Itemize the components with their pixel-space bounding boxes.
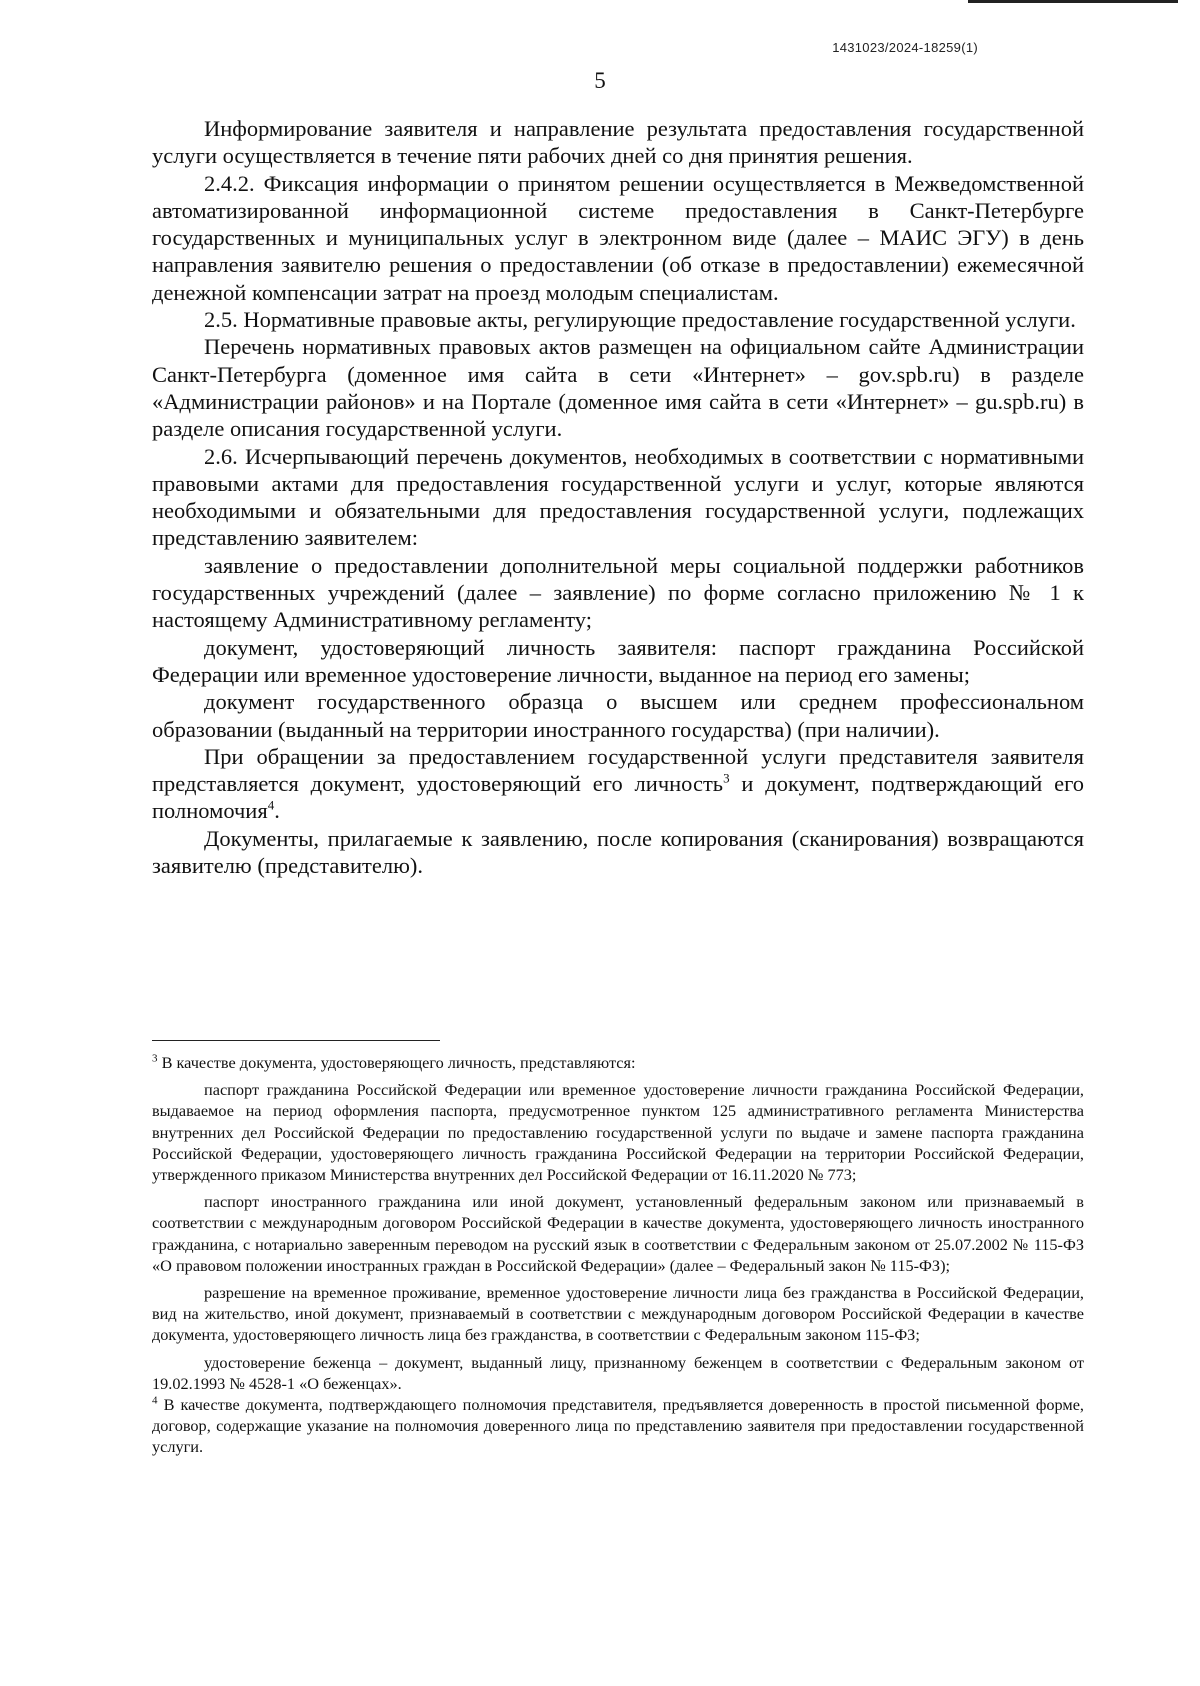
footnote-4-mark: 4 <box>152 1394 158 1407</box>
footnote-3-item-foreign-passport: паспорт иностранного гражданина или иной документ, установленный федеральным законом или признаваемый в соответствии с международным договором Российской Федерации в качестве документа, удостоверяющего личность иностранного гражданина, с нотариально заверенным переводом на русский язык в соответствии с Федеральным законом от 25.07.2002 № 115-ФЗ «О правовом положении иностранных граждан в Российской Федерации» (далее – Федеральный закон № 115-ФЗ); <box>152 1192 1084 1275</box>
paragraph-2-6: 2.6. Исчерпывающий перечень документов, необходимых в соответствии с нормативными правовыми актами для предоставления государственной услуги и услуг, которые являются необходимыми и обязательными для предоставления государственной услуги, подлежащих представлению заявителем: <box>152 443 1084 551</box>
paragraph-education-document: документ государственного образца о высшем или среднем профессиональном образовании (выданный на территории иностранного государства) (при наличии). <box>152 689 1084 742</box>
footnote-3-mark: 3 <box>152 1052 158 1065</box>
footnote-ref-4: 4 <box>267 797 275 813</box>
footnote-3-item-refugee: удостоверение беженца – документ, выданный лицу, признанному беженцем в соответствии с Федеральным законом от 19.02.1993 № 4528-1 «О беженцах». <box>152 1352 1084 1393</box>
footnote-3-item-residence-permit: разрешение на временное проживание, временное удостоверение личности лица без гражданства в Российской Федерации, вид на жительство, иной документ, признаваемый в соответствии с международным договором Российской Федерации в качестве документа, удостоверяющего личность лица без гражданства, в соответствии с Федеральным законом 115-ФЗ; <box>152 1283 1084 1345</box>
paragraph-2-4-2: 2.4.2. Фиксация информации о принятом решении осуществляется в Межведомственной автоматизированной информационной системе предоставления в Санкт-Петербурге государственных и муниципальных услуг в электронном виде (далее – МАИС ЭГУ) в день направления заявителю решения о предоставлении (об отказе в предоставлении) ежемесячной денежной компенсации затрат на проезд молодым специалистам. <box>152 170 1084 305</box>
footnote-ref-3: 3 <box>723 770 730 786</box>
top-edge-line <box>968 0 1178 3</box>
footnote-separator <box>152 1040 440 1041</box>
paragraph-2-5: 2.5. Нормативные правовые акты, регулирующие предоставление государственной услуги. <box>204 307 1076 333</box>
paragraph-identity-document: документ, удостоверяющий личность заявителя: паспорт гражданина Российской Федерации или временное удостоверение личности, выданное на период его замены; <box>152 634 1084 687</box>
representative-text-a: При обращении за предоставлением государственной услуги представителя заявителя представляется документ, удостоверяющий его личность <box>152 743 1084 797</box>
registration-number: 1431023/2024-18259(1) <box>832 40 978 55</box>
paragraph-informing: Информирование заявителя и направление результата предоставления государственной услуги осуществляется в течение пяти рабочих дней со дня принятия решения. <box>152 116 1084 169</box>
main-text <box>152 115 1084 879</box>
paragraph-documents-returned: Документы, прилагаемые к заявлению, после копирования (сканирования) возвращаются заявителю (представителю). <box>152 825 1084 879</box>
representative-text-c: . <box>274 798 280 824</box>
footnote-3-item-passport-rf: паспорт гражданина Российской Федерации или временное удостоверение личности гражданина Российской Федерации, выдаваемое на период оформления паспорта, предусмотренное пунктом 125 административного регламента Министерства внутренних дел Российской Федерации по предоставлению государственной услуги по выдаче и замене паспорта гражданина Российской Федерации, удостоверяющего личность гражданина Российской Федерации на территории Российской Федерации, утвержденного приказом Министерства внутренних дел Российской Федерации от 16.11.2020 № 773; <box>152 1080 1084 1185</box>
footnote-4 <box>152 1394 1084 1458</box>
page-number: 5 <box>594 68 606 93</box>
representative-text-b: и документ, подтверждающий его полномочия <box>152 771 1084 824</box>
footnote-4-text: В качестве документа, подтверждающего полномочия представителя, предъявляется доверенность в простой письменной форме, договор, содержащие указание на полномочия доверенного лица по представлению заявителя при предоставлении государственной услуги. <box>152 1395 1084 1457</box>
paragraph-representative <box>152 743 1084 825</box>
paragraph-legal-acts-list: Перечень нормативных правовых актов размещен на официальном сайте Администрации Санкт-Петербурга (доменное имя сайта в сети «Интернет» – gov.spb.ru) в разделе «Администрации районов» и на Портале (доменное имя сайта в сети «Интернет» – gu.spb.ru) в разделе описания государственной услуги. <box>152 334 1084 442</box>
footnotes <box>152 1052 1084 1458</box>
paragraph-application: заявление о предоставлении дополнительной меры социальной поддержки работников государственных учреждений (далее – заявление) по форме согласно приложению № 1 к настоящему Административному регламенту; <box>152 552 1084 633</box>
footnote-3-lead-text: В качестве документа, удостоверяющего личность, представляются: <box>157 1053 636 1072</box>
footnote-3-lead <box>152 1052 1084 1073</box>
